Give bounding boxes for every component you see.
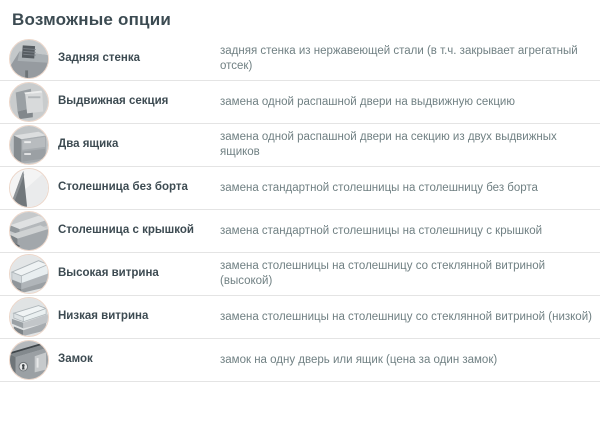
option-row-lock: [0, 339, 600, 382]
option-row-high-showcase: [0, 253, 600, 296]
two-drawers-icon: [9, 125, 49, 165]
pullout-section-icon: [9, 82, 49, 122]
option-label: Два ящика: [58, 138, 119, 151]
option-row-pullout-section: [0, 81, 600, 124]
option-description: замена столешницы на столешницу со стеклянной витриной (высокой): [220, 260, 546, 287]
option-label: Столешница с крышкой: [58, 224, 194, 237]
low-showcase-icon: [9, 297, 49, 337]
option-row-countertop-with-lid: [0, 210, 600, 253]
option-description: замена стандартной столешницы на столешницу с крышкой: [220, 224, 543, 237]
option-label: Высокая витрина: [58, 267, 159, 280]
option-label: Замок: [58, 353, 93, 366]
option-description: замена одной распашной двери на выдвижную секцию: [220, 95, 515, 108]
option-description: задняя стенка из нержавеющей стали (в т.ч. закрывает агрегатный отсек): [220, 45, 578, 72]
option-description: замена одной распашной двери на секцию из двух выдвижных ящиков: [220, 131, 557, 158]
high-showcase-icon: [9, 254, 49, 294]
option-label: Задняя стенка: [58, 52, 140, 65]
lock-icon: [9, 340, 49, 380]
option-label: Выдвижная секция: [58, 95, 169, 108]
countertop-with-lid-icon: [9, 211, 49, 251]
option-row-low-showcase: [0, 296, 600, 339]
page-title: Возможные опции: [12, 10, 171, 29]
options-page: [0, 10, 600, 382]
back-wall-icon: [9, 39, 49, 79]
option-description: замена столешницы на столешницу со стеклянной витриной (низкой): [220, 310, 592, 323]
option-label: Низкая витрина: [58, 310, 149, 323]
option-row-countertop-no-edge: [0, 167, 600, 210]
options-list: [0, 38, 600, 382]
option-description: замок на одну дверь или ящик (цена за один замок): [220, 353, 498, 366]
option-label: Столешница без борта: [58, 181, 188, 194]
countertop-no-edge-icon: [9, 168, 49, 208]
option-description: замена стандартной столешницы на столешницу без борта: [220, 181, 538, 194]
option-row-two-drawers: [0, 124, 600, 167]
option-row-back-wall: [0, 38, 600, 81]
